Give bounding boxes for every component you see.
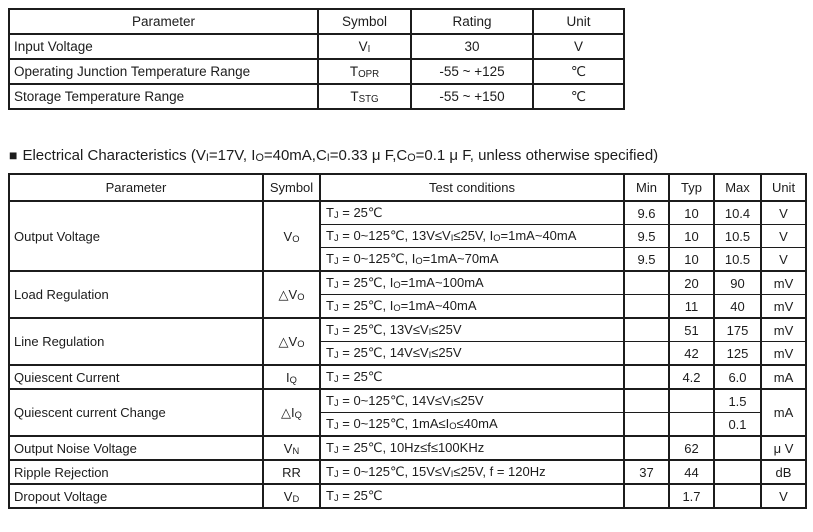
- conditions-cell: $T_J$ = 25℃: [320, 484, 624, 508]
- absolute-maximum-ratings-table: [8, 8, 625, 110]
- max-cell: 6.0: [714, 365, 761, 389]
- min-cell: [624, 484, 669, 508]
- min-cell: 9.6: [624, 201, 669, 225]
- conditions-cell: $T_J$ = 25℃: [320, 201, 624, 225]
- section-heading: [9, 147, 813, 164]
- unit-cell: V: [761, 484, 806, 508]
- unit-cell: V: [533, 34, 624, 59]
- conditions-cell: $T_J$ = 25℃: [320, 365, 624, 389]
- table-header-row: [9, 9, 624, 34]
- typ-cell: 11: [669, 295, 714, 319]
- unit-cell: mA: [761, 365, 806, 389]
- table-row: [9, 389, 806, 413]
- max-cell: 125: [714, 342, 761, 366]
- conditions-cell: $T_J$ = 25℃, $14V\le V_I\le 25V$: [320, 342, 624, 366]
- parameter-cell: Output Noise Voltage: [9, 436, 263, 460]
- min-cell: [624, 436, 669, 460]
- max-cell: [714, 436, 761, 460]
- typ-cell: 62: [669, 436, 714, 460]
- header-typ: Typ: [669, 174, 714, 201]
- typ-cell: 42: [669, 342, 714, 366]
- unit-cell: ℃: [533, 84, 624, 109]
- rating-cell: -55 ~ +150: [411, 84, 533, 109]
- header-parameter: Parameter: [9, 174, 263, 201]
- unit-cell: ℃: [533, 59, 624, 84]
- unit-cell: μ V: [761, 436, 806, 460]
- header-symbol: Symbol: [263, 174, 320, 201]
- symbol-cell: $V_N$: [263, 436, 320, 460]
- typ-cell: 10: [669, 248, 714, 272]
- conditions-cell: $T_J$ = 0~125℃, $13V\le V_I\le 25V$, $I_O=1mA\sim 40mA$: [320, 225, 624, 248]
- unit-cell: mV: [761, 295, 806, 319]
- parameter-cell: Input Voltage: [9, 34, 318, 59]
- max-cell: 90: [714, 271, 761, 295]
- table-row: [9, 318, 806, 342]
- conditions-cell: $T_J$ = 0~125℃, $I_O=1mA\sim 70mA$: [320, 248, 624, 272]
- table-row: [9, 84, 624, 109]
- max-cell: [714, 460, 761, 484]
- table-row: [9, 59, 624, 84]
- conditions-cell: $T_J$ = 25℃, $I_O=1mA\sim 100mA$: [320, 271, 624, 295]
- symbol-cell: $V_D$: [263, 484, 320, 508]
- max-cell: 1.5: [714, 389, 761, 413]
- symbol-cell: $\triangle V_O$: [263, 318, 320, 365]
- unit-cell: V: [761, 201, 806, 225]
- header-rating: Rating: [411, 9, 533, 34]
- unit-cell: mV: [761, 342, 806, 366]
- rating-cell: 30: [411, 34, 533, 59]
- conditions-cell: $T_J$ = 25℃, 10Hz≤f≤100KHz: [320, 436, 624, 460]
- min-cell: 37: [624, 460, 669, 484]
- unit-cell: mV: [761, 271, 806, 295]
- symbol-cell: $\triangle I_Q$: [263, 389, 320, 436]
- max-cell: 10.5: [714, 225, 761, 248]
- unit-cell: V: [761, 248, 806, 272]
- min-cell: [624, 389, 669, 413]
- parameter-cell: Line Regulation: [9, 318, 263, 365]
- table-row: [9, 436, 806, 460]
- min-cell: [624, 413, 669, 437]
- min-cell: [624, 318, 669, 342]
- symbol-cell: $T_{STG}$: [318, 84, 411, 109]
- min-cell: 9.5: [624, 248, 669, 272]
- electrical-characteristics-table: [8, 173, 807, 509]
- typ-cell: [669, 389, 714, 413]
- parameter-cell: Operating Junction Temperature Range: [9, 59, 318, 84]
- table-row: [9, 271, 806, 295]
- conditions-cell: $T_J$ = 25℃, $I_O=1mA\sim 40mA$: [320, 295, 624, 319]
- max-cell: 10.4: [714, 201, 761, 225]
- typ-cell: 44: [669, 460, 714, 484]
- conditions-cell: $T_J$ = 25℃, $13V\le V_I\le 25V$: [320, 318, 624, 342]
- parameter-cell: Output Voltage: [9, 201, 263, 271]
- unit-cell: mV: [761, 318, 806, 342]
- symbol-cell: RR: [263, 460, 320, 484]
- unit-cell: mA: [761, 389, 806, 436]
- table-row: [9, 484, 806, 508]
- typ-cell: 10: [669, 201, 714, 225]
- max-cell: 0.1: [714, 413, 761, 437]
- table-header-row: [9, 174, 806, 201]
- parameter-cell: Quiescent current Change: [9, 389, 263, 436]
- min-cell: [624, 342, 669, 366]
- section-heading-text: Electrical Characteristics ($V_I=17V$, $I_O=40mA,C_I=0.33$ μ $F,C_O=0.1$ μ F, unless otherwise specified): [22, 147, 659, 164]
- typ-cell: 20: [669, 271, 714, 295]
- table-row: [9, 365, 806, 389]
- parameter-cell: Ripple Rejection: [9, 460, 263, 484]
- black-square-icon: ■: [9, 147, 18, 163]
- typ-cell: [669, 413, 714, 437]
- unit-cell: dB: [761, 460, 806, 484]
- conditions-cell: $T_J$ = 0~125℃, $14V\le V_I\le 25V$: [320, 389, 624, 413]
- typ-cell: 1.7: [669, 484, 714, 508]
- header-test-conditions: Test conditions: [320, 174, 624, 201]
- parameter-cell: Dropout Voltage: [9, 484, 263, 508]
- typ-cell: 4.2: [669, 365, 714, 389]
- max-cell: 175: [714, 318, 761, 342]
- header-max: Max: [714, 174, 761, 201]
- parameter-cell: Load Regulation: [9, 271, 263, 318]
- max-cell: 40: [714, 295, 761, 319]
- header-unit: Unit: [761, 174, 806, 201]
- min-cell: [624, 271, 669, 295]
- symbol-cell: $V_I$: [318, 34, 411, 59]
- header-symbol: Symbol: [318, 9, 411, 34]
- symbol-cell: $\triangle V_O$: [263, 271, 320, 318]
- min-cell: [624, 295, 669, 319]
- parameter-cell: Storage Temperature Range: [9, 84, 318, 109]
- min-cell: 9.5: [624, 225, 669, 248]
- conditions-cell: $T_J$ = 0~125℃, $15V\le V_I\le 25V$, f = 120Hz: [320, 460, 624, 484]
- header-min: Min: [624, 174, 669, 201]
- symbol-cell: $V_O$: [263, 201, 320, 271]
- min-cell: [624, 365, 669, 389]
- symbol-cell: $I_Q$: [263, 365, 320, 389]
- max-cell: 10.5: [714, 248, 761, 272]
- symbol-cell: $T_{OPR}$: [318, 59, 411, 84]
- header-unit: Unit: [533, 9, 624, 34]
- typ-cell: 10: [669, 225, 714, 248]
- table-row: [9, 201, 806, 225]
- header-parameter: Parameter: [9, 9, 318, 34]
- max-cell: [714, 484, 761, 508]
- table-row: [9, 34, 624, 59]
- typ-cell: 51: [669, 318, 714, 342]
- rating-cell: -55 ~ +125: [411, 59, 533, 84]
- table-row: [9, 460, 806, 484]
- conditions-cell: $T_J$ = 0~125℃, $1mA\le I_O\le 40mA$: [320, 413, 624, 437]
- parameter-cell: Quiescent Current: [9, 365, 263, 389]
- unit-cell: V: [761, 225, 806, 248]
